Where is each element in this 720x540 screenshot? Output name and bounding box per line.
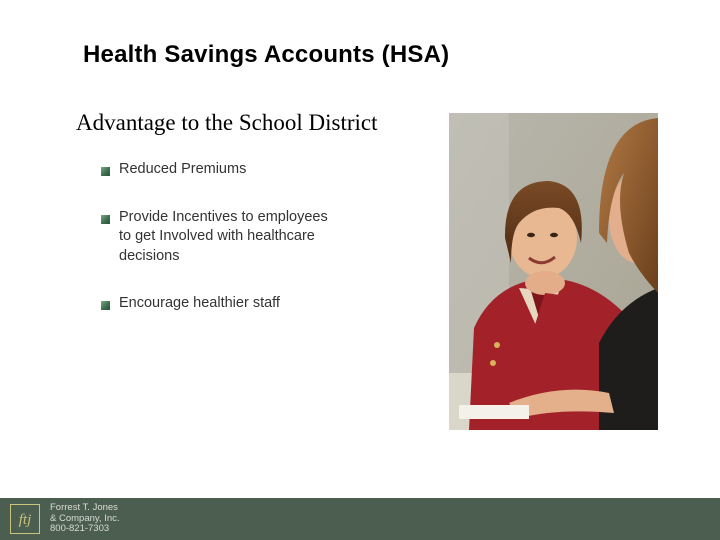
bullet-item (100, 160, 370, 180)
square-bullet-icon (101, 167, 110, 176)
square-bullet-icon (101, 301, 110, 310)
bullet-list (100, 160, 370, 314)
slide-subtitle: Advantage to the School District (76, 110, 378, 135)
footer-bar (0, 498, 720, 540)
bullet-text-line: Reduced Premiums (119, 161, 247, 177)
svg-text:ftj: ftj (18, 512, 32, 528)
bullet-text-line: decisions (119, 247, 180, 264)
bullet-item (100, 208, 370, 267)
photo-illustration (449, 113, 658, 430)
bullet-text-line: Provide Incentives to employees (119, 208, 328, 225)
company-name-line1: Forrest T. Jones (50, 502, 118, 513)
bullet-text-line: Encourage healthier staff (119, 295, 280, 311)
company-phone: 800-821-7303 (50, 523, 110, 534)
slide-title: Health Savings Accounts (HSA) (83, 41, 450, 68)
company-name-line2: & Company, Inc. (50, 512, 120, 524)
photo-two-women (449, 113, 658, 430)
square-bullet-icon (101, 215, 110, 224)
ftj-logo-icon (10, 504, 40, 534)
bullet-item (100, 294, 370, 314)
bullet-text-line: to get Involved with healthcare (119, 228, 315, 244)
company-info (50, 503, 120, 535)
